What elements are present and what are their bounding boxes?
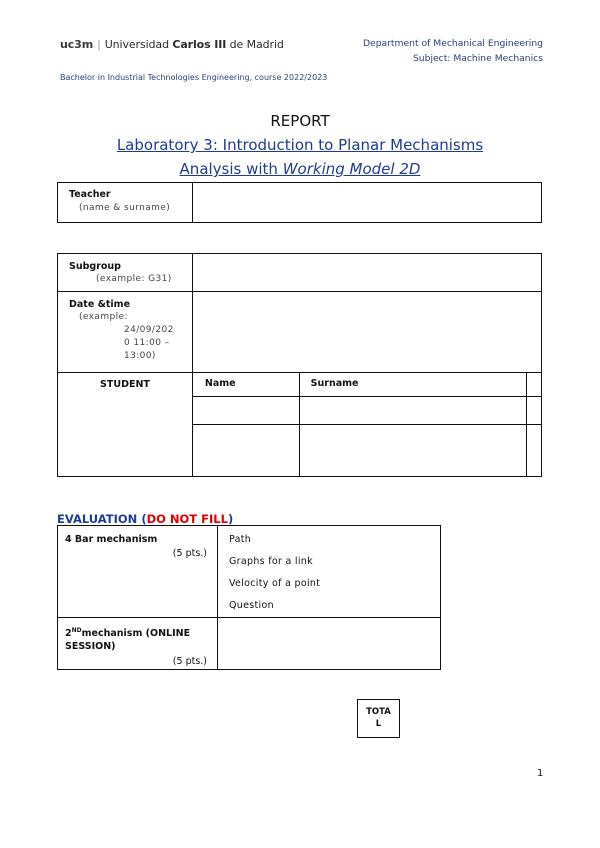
datetime-hint-4: 13:00) bbox=[124, 351, 156, 361]
teacher-table bbox=[57, 182, 542, 223]
page-number: 1 bbox=[537, 768, 544, 779]
criterion-path: Path bbox=[229, 534, 252, 545]
eval-2nd-label-num: 2 bbox=[65, 628, 72, 640]
evaluation-table bbox=[57, 525, 441, 670]
report-title: REPORT bbox=[270, 112, 330, 130]
subgroup-label: Subgroup bbox=[69, 261, 121, 272]
student-name-header-label: Name bbox=[204, 378, 236, 389]
total-label-line1: TOTA bbox=[366, 707, 391, 717]
datetime-hint-1: (example: bbox=[79, 312, 128, 322]
eval-4bar-label: 4 Bar mechanism bbox=[65, 534, 158, 545]
logo-university-post: de Madrid bbox=[226, 38, 284, 51]
student-label: STUDENT bbox=[100, 379, 150, 390]
university-logo bbox=[60, 38, 284, 51]
subgroup-hint: (example: G31) bbox=[96, 274, 172, 284]
teacher-hint: (name & surname) bbox=[79, 203, 171, 213]
datetime-hint-2: 24/09/202 bbox=[124, 325, 174, 335]
logo-university-bold: Carlos III bbox=[172, 38, 227, 51]
datetime-hint-3: 0 11:00 – bbox=[124, 338, 170, 348]
eval-2nd-points: (5 pts.) bbox=[172, 656, 207, 668]
criterion-question: Question bbox=[229, 600, 274, 611]
student-surname-header-label: Surname bbox=[310, 378, 359, 389]
student-name-header bbox=[192, 373, 299, 397]
evaluation-heading-pre: EVALUATION ( bbox=[57, 512, 147, 526]
eval-2nd-label bbox=[65, 624, 207, 653]
eval-2nd-label-sup: ND bbox=[71, 627, 82, 634]
student-surname-header bbox=[299, 373, 526, 397]
student-label-cell bbox=[58, 373, 193, 477]
evaluation-heading-red: DO NOT FILL bbox=[146, 512, 228, 526]
teacher-label: Teacher bbox=[69, 189, 111, 200]
lab-title-line2-italic: Working Model 2D bbox=[282, 160, 421, 178]
eval-2nd-value-cell bbox=[218, 618, 441, 670]
datetime-label-cell bbox=[58, 292, 193, 373]
eval-4bar-points: (5 pts.) bbox=[172, 548, 207, 559]
criterion-graphs: Graphs for a link bbox=[229, 556, 313, 567]
logo-uc3m: uc3m bbox=[60, 38, 94, 51]
teacher-label-cell bbox=[58, 183, 193, 223]
logo-separator: | bbox=[97, 38, 101, 51]
student-row-1-surname[interactable] bbox=[299, 397, 526, 425]
bachelor-line: Bachelor in Industrial Technologies Engineering, course 2022/2023 bbox=[60, 73, 328, 82]
subgroup-table bbox=[57, 253, 542, 477]
student-row-1-extra bbox=[527, 397, 542, 425]
evaluation-heading-post: ) bbox=[227, 512, 234, 526]
student-row-2-name[interactable] bbox=[192, 425, 299, 477]
datetime-label: Date &time bbox=[69, 299, 131, 310]
lab-title-line1: Laboratory 3: Introduction to Planar Mechanisms bbox=[116, 136, 484, 154]
student-row-2-extra bbox=[527, 425, 542, 477]
subgroup-label-cell bbox=[58, 254, 193, 292]
eval-2nd-label-cell bbox=[58, 618, 218, 670]
subject-name: Subject: Machine Mechanics bbox=[412, 53, 543, 64]
evaluation-heading bbox=[57, 512, 233, 526]
eval-2nd-label-rest: mechanism (ONLINE SESSION) bbox=[65, 628, 191, 653]
criterion-velocity: Velocity of a point bbox=[229, 578, 321, 589]
department-name: Department of Mechanical Engineering bbox=[362, 38, 543, 49]
student-row-1-name[interactable] bbox=[192, 397, 299, 425]
eval-4bar-criteria-cell bbox=[218, 526, 441, 618]
total-label-line2: L bbox=[375, 719, 382, 729]
logo-university-pre: Universidad bbox=[104, 38, 173, 51]
student-row-2-surname[interactable] bbox=[299, 425, 526, 477]
lab-title-line2 bbox=[0, 160, 600, 178]
subgroup-input-cell[interactable] bbox=[192, 254, 541, 292]
teacher-input-cell[interactable] bbox=[193, 183, 542, 223]
department-block bbox=[363, 36, 543, 66]
lab-title-line2-pre: Analysis with bbox=[179, 160, 283, 178]
total-box bbox=[357, 699, 400, 738]
datetime-input-cell[interactable] bbox=[192, 292, 541, 373]
eval-4bar-label-cell bbox=[58, 526, 218, 618]
student-extra-header bbox=[527, 373, 542, 397]
